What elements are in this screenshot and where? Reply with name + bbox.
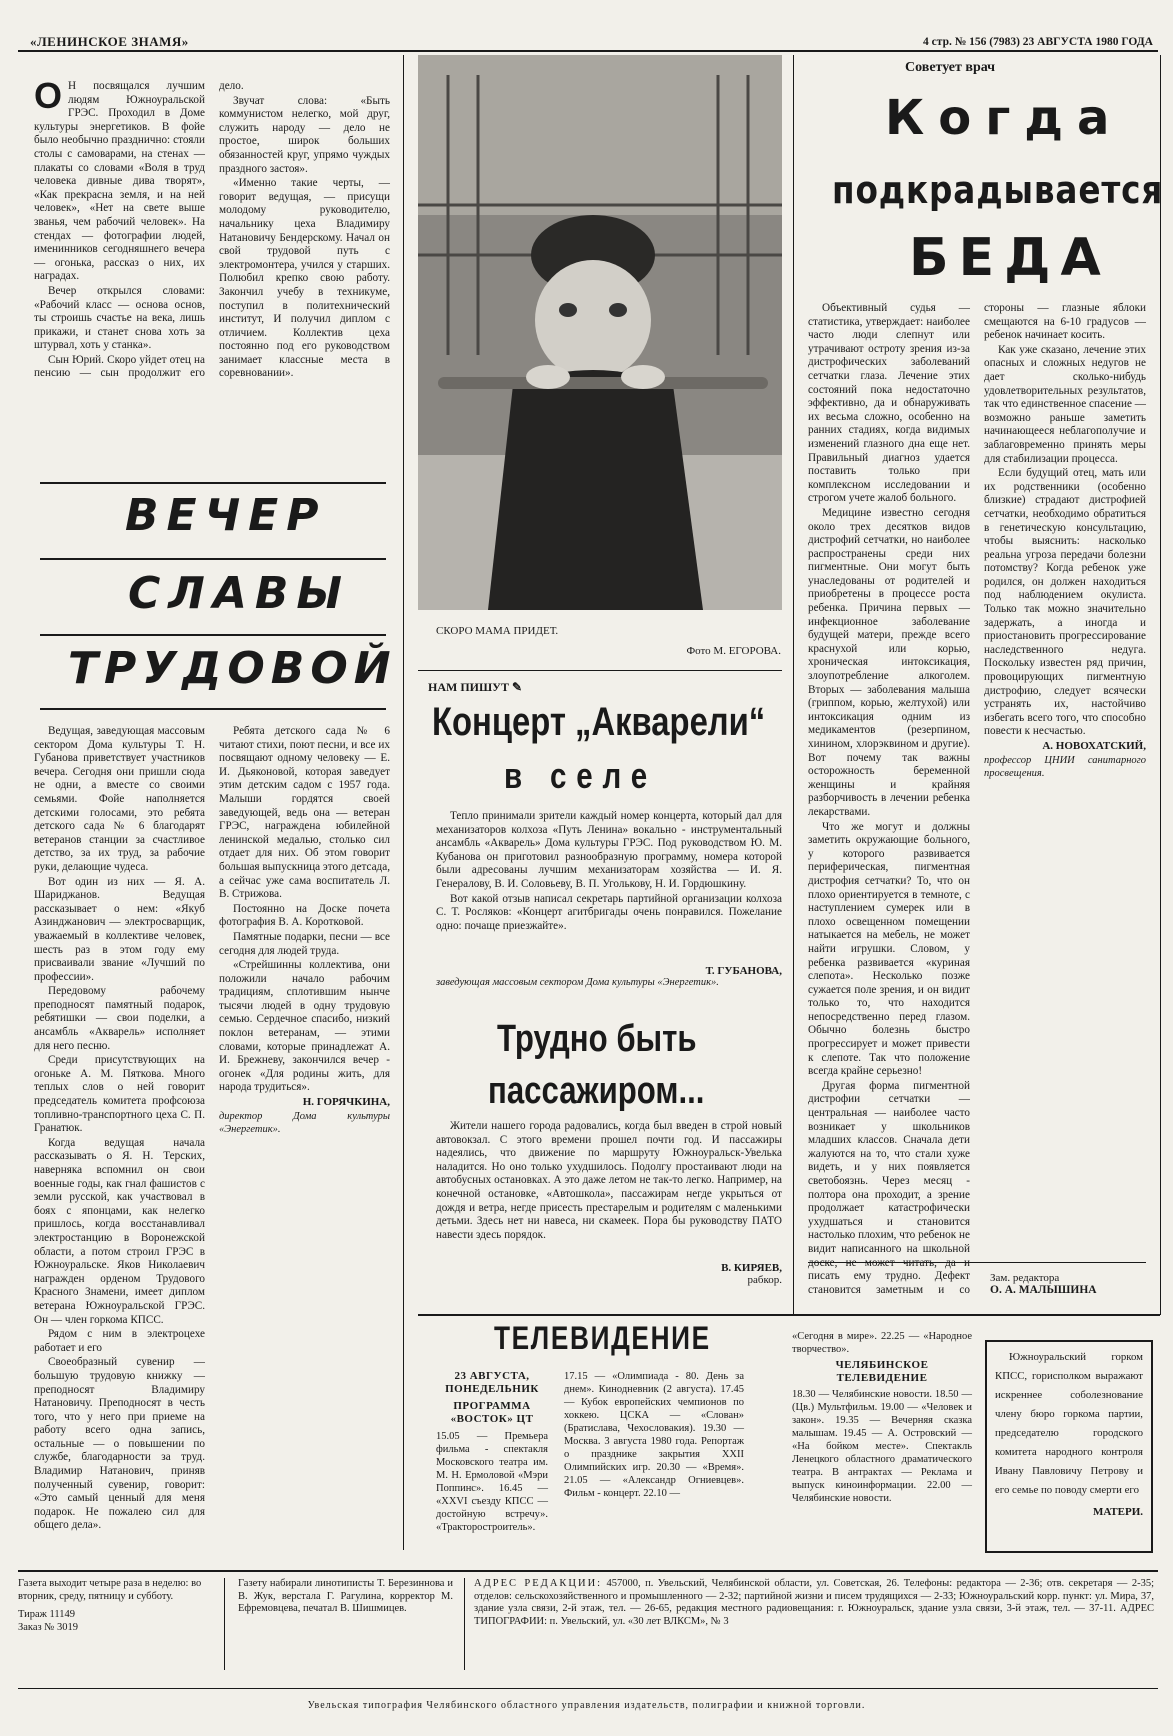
footer-circulation: Тираж 11149 [18, 1609, 76, 1620]
kicker-label: НАМ ПИШУТ [428, 680, 509, 694]
paragraph: Своеобразный сувенир — большую трудовую книжку — преподносят Владимиру Натановичу. Преподносят в честь того, что у него при приеме на работу всего одна запись, остальные — о повышении по службе, благодарности за труд. Владимир Натанович, приняв полученный сувенир, говорит: «Это самый ценный для меня подарок. Не пожалею сил для общего дела». [34, 1356, 205, 1532]
author-role: заведующая массовым сектором Дома культуры «Энергетик». [436, 977, 719, 988]
article-vecher-intro: О Н посвящался лучшим людям Южноуральской ГРЭС. Проходил в Доме культуры энергетиков. В фойе было необычно празднично: стояли столы с самоварами, на стенах — плакаты со словами «Воля в труд человека дивные дива творят», «Как прекрасна земля, и на ней человек», «Нет на свете выше званья, чем рабочий человек». На стендах — фотографии людей, именинников сегодняшнего вечера — огонька, рассказ о них, их наградах. Вечер открылся словами: «Рабочий класс — основа основ, ты строишь счастье на века, лишь прикажи, и станет снова хоть за штурвал, хоть у станка». Сын Юрий. Скоро уйдет отец на пенсию — сын продолжит его дело. Звучат слова: «Быть коммунистом нелегко, мой друг, служить народу — дело не простое, широк больших обязанностей круг, упрямо чуждых праздного застоя». «Именно такие черты, — говорит ведущая, — присущи молодому руководителю, начальнику цеха Владимиру Натановичу Бендерскому. Начал он свой трудовой путь с электромонтера, учился у старших. Полюбил крепко свою работу. Закончил учебу в техникуме, поступил в политехнический институт, И получил диплом с отличием. Коллектив цеха постоянно под его руководством занимает классные места в соревновании». [34, 80, 390, 382]
paragraph: Что же могут и должны заметить окружающие больного, у которого развивается периферическая, пигментная дистрофия сетчатки? То, что он плохо ориентируется в темноте, с наступлением сумерек или в плохо освещенном помещении натыкается на мебель, не может найти игрушки. Словом, у ребенка развивается «куриная слепота». Несколько позже сужается поле зрения, и он видит только то, что находится непосредственно перед глазом. Обычно болезнь быстро прогрессирует и может привести к слепоте. Так что положение всегда крайне серьезно! [808, 820, 970, 1078]
paragraph: «Именно такие черты, — говорит ведущая, — присущи молодому руководителю, начальнику цеха Владимиру Натановичу Бендерскому. Начал он свой трудовой путь с электромонтера, учился у старших. Полюбил крепко свою работу. Закончил учебу в техникуме, поступил в политехнический институт, И получил диплом с отличием. Коллектив цеха постоянно под его руководством занимает классные места в соревновании». [219, 177, 390, 380]
paragraph: Как уже сказано, лечение этих опасных и сложных недугов не дает сколько-нибудь удовлетворительных результатов, так что единственное спасение — возможно раньше заметить начинающееся неблагополучие и заблаговременно принять меры для стабилизации процесса. [984, 343, 1146, 465]
divider [224, 1578, 225, 1670]
headline-line: ВЕЧЕР [125, 490, 327, 541]
tv-title: ТЕЛЕВИДЕНИЕ [494, 1320, 711, 1356]
author-signature: В. КИРЯЕВ, [721, 1262, 782, 1274]
paragraph: Вечер открылся словами: «Рабочий класс — основа основ, ты строишь счастье на века, лишь прикажи, и станет снова хоть за штурвал, хоть у станка». [34, 284, 205, 352]
headline-line: БЕДА [909, 228, 1111, 288]
footer-address [474, 1578, 1154, 1628]
article-passenger-body [436, 1120, 782, 1243]
divider [418, 670, 782, 671]
section-kicker: Советует врач [905, 60, 996, 75]
headline-line: Трудно быть [497, 1018, 697, 1060]
paragraph: Вот один из них — Я. А. Шариджанов. Ведущая рассказывает о нем: «Якуб Азинджанович — электросварщик, уважаемый в коллективе человек, шесть раз в этом году ему присваивали звание «Лучший по профессии». [34, 875, 205, 983]
tv-weekday: ПОНЕДЕЛЬНИК [445, 1383, 539, 1395]
tv-chel-head: ЧЕЛЯБИНСКОЕ ТЕЛЕВИДЕНИЕ [835, 1359, 929, 1384]
footer [18, 1578, 1158, 1678]
pen-icon: ✎ [511, 680, 523, 694]
condolence-signature: МАТЕРИ. [1092, 1506, 1143, 1518]
footer-rule [18, 1570, 1158, 1572]
deputy-label: Зам. редактора [990, 1272, 1060, 1284]
tv-schedule: 17.15 — «Олимпиада - 80. День за днем». Кинодневник (2 августа). 17.45 — Кубок европейских чемпионов по хоккею. ЦСКА — «Слован» (Братислава, Чехословакия). 19.30 — Москва. 3 августа 1980 года. Репортаж о празднике закрытия XXII Олимпийских игр. 20.30 — «Время». 21.05 — «Александр Огниевцев». Фильм - концерт. 22.10 — [564, 1371, 744, 1499]
address-label: АДРЕС РЕДАКЦИИ: [474, 1578, 603, 1589]
issue-info: 4 стр. № 156 (7983) 23 АВГУСТА 1980 ГОДА [923, 36, 1153, 48]
author-block [436, 1262, 782, 1286]
author-role: профессор ЦНИИ санитарного просвещения. [984, 754, 1146, 780]
paragraph: Среди присутствующих на огоньке А. М. Пяткова. Много теплых слов о ней говорит председатель комитета профсоюза топливно-транспортного цеха С. П. Гранатюк. [34, 1054, 205, 1135]
paragraph: Когда ведущая начала рассказывать о Я. Н. Терских, наверняка вспомнил он свои военные годы, как гнал фашистов с земли русской, как участвовал в боях с японцами, как нелегко пришлось, когда восстанавливал электростанцию в Воронежской области, а потом строил ГРЭС в Южноуральске. Яков Николаевич награжден орденом Трудового Красного Знамени, имеет диплом ветерана Южноуральской ГРЭС. Он — член горкома КПСС. [34, 1136, 205, 1326]
paragraph: Другая форма пигментной дистрофии сетчатки — центральная — наиболее часто возникает у школьников младших классов. Сначала дети жалуются на то, что стали хуже видеть, и у них появляется светобоязнь. Через месяц - полтора она проходит, а зрение продолжает катастрофически ухудшаться и становится настолько плохим, что ребенок не видит написанного на школьной доске, не может читать, да и писать ему трудно. Дефект становится заметным и со стороны — глазные яблоки смещаются на 6-10 градусов — ребенок начинает косить. [808, 302, 1146, 1296]
footer-order: Заказ № 3019 [18, 1621, 78, 1633]
tv-schedule: «Сегодня в мире». 22.25 — «Народное творчество». [792, 1331, 972, 1355]
tv-date: 23 АВГУСТА, [454, 1370, 530, 1382]
paragraph: Памятные подарки, песни — все сегодня для людей труда. [219, 930, 390, 957]
photo-child [418, 55, 782, 610]
footer-staff: Газету набирали линотиписты Т. Березиннова и В. Жук, верстала Г. Рагулина, корректор М. Ефремовцева, печатал В. Шишмицев. [238, 1578, 453, 1614]
divider [403, 55, 404, 1550]
condolence-text: Южноуральский горком КПСС, горисполком выражают искреннее соболезнование члену бюро горкома партии, председателю городского комитета народного контроля Ивану Павловичу Петрову и его семье по поводу смерти его [995, 1351, 1143, 1496]
paragraph: Объективный судья — статистика, утверждает: наиболее часто люди слепнут или утрачивают остроту зрения из-за дистрофических заболеваний сетчатки глаза. Лечение этих состояний пока недостаточно эффективно, да и обнаруживать их весьма сложно, особенно на ранних стадиях, когда видимых изменений глазного дна еще нет. Правильный диагноз удается поставить только при комплексном исследовании и строгом учете жалоб больного. [808, 302, 970, 505]
paragraph: Тепло принимали зрители каждый номер концерта, который дал для механизаторов колхоза «Путь Ленина» вокально - инструментальный ансамбль «Акварель» Дома культуры ГРЭС. Под руководством Ю. М. Кубанова он приготовил разнообразную программу, номера которой были адресованы лучшим механизаторам хозяйства — И. Я. Генералову, В. И. Соловьеву, В. П. Уголькову, Н. И. Гордюшкину. [436, 810, 782, 890]
condolence-box [985, 1340, 1153, 1553]
title-rule [40, 482, 386, 484]
author-role: директор Дома культуры «Энергетик». [219, 1110, 390, 1136]
paragraph: Сын Юрий. Скоро уйдет отец на пенсию — сын продолжит его дело. [34, 80, 244, 380]
title-rule [40, 634, 386, 636]
title-rule [40, 558, 386, 560]
headline-line: Концерт „Акварели“ [432, 700, 766, 744]
footer-schedule: Газета выходит четыре раза в неделю: во вторник, среду, пятницу и субботу. Тираж 11149 Заказ № 3019 [18, 1578, 208, 1634]
tv-column [436, 1370, 548, 1534]
divider [418, 1314, 1160, 1316]
paragraph: Рядом с ним в электроцехе работает и его [34, 1328, 205, 1354]
deputy-editor [990, 1272, 1097, 1296]
tv-column [564, 1370, 744, 1500]
paragraph: Жители нашего города радовались, когда был введен в строй новый автовокзал. С этого времени прошел почти год. И пассажиры надеялись, что движение по маршруту Южноуральск-Увелька наладится. Но оно только ухудшилось. Подолгу простаивают люди на автобусных остановках. А это даже летом не так-то легко. Например, на конечной остановке, «Автошкола», пассажирам негде укрыться от дождя и ветра, негде присесть престарелым и родителям с маленькими детьми. Здесь нет ни навеса, ни скамеек. Пора бы руководству ПАТО навести здесь порядок. [436, 1120, 782, 1241]
address-text: 457000, п. Увельский, Челябинской области, ул. Советская, 26. Телефоны: редактора — 2-36; отв. секретаря — 2-35; отделов: сельскохозяйственного и промышленного — 2-32; партийной жизни и писем трудящихся — 2-33; Южноуральский корр. пункт: ул. Мира, 37, здание узла связи, 2-й этаж, тел. — 26-65, редакция местного радиовещания: г. Южноуральск, здание узла связи, 3-й этаж, тел. — 37-11. АДРЕС ТИПОГРАФИИ: п. Увельский, ул. «30 лет ВЛКСМ», № 3 [474, 1578, 1155, 1627]
headline-line: в селе [504, 755, 658, 796]
paragraph: Если будущий отец, мать или их родственники (особенно близкие) страдают дистрофией сетчатки, необходимо обратиться в генетическую консультацию, чтобы выяснить: насколько реальна угроза передачи болезни потомству? Когда ребенок уже родился, он должен находиться под наблюдением окулиста. Только так можно значительно задержать, а иногда и приостановить прогрессирование наследственного недуга. Поскольку известен ряд причин, провоцирующих пигментную дистрофию, следует всячески устранять их, настойчиво избегать всего того, что способно повести к несчастью. [984, 467, 1146, 738]
title-rule [40, 708, 386, 710]
tv-schedule: 15.05 — Премьера фильма - спектакля Московского театра им. М. Н. Ермоловой «Мэри Поппинс». 16.45 — «XXVI съезду КПСС — достойную встречу». «Тракторостроитель». [436, 1431, 548, 1533]
headline-line: пассажиром... [488, 1070, 705, 1112]
author-role: рабкор. [747, 1274, 782, 1286]
article-vecher-body [34, 725, 390, 1535]
printer-line: Увельская типография Челябинского областного управления издательств, полиграфии и книжной торговли. [307, 1700, 866, 1711]
footer-rule [18, 1688, 1158, 1689]
deputy-name: О. А. МАЛЫШИНА [990, 1284, 1097, 1296]
paragraph: Ребята детского сада № 6 читают стихи, поют песни, и все их посвящают одному человеку — Е. И. Дьяконовой, которая заведует этим детским садом с 1957 года. Малыши гордятся своей заведующей, ведь она — ветеран ГРЭС, награждена юбилейной ленинской медалью, столько сил отдает для них. Об этом говорит большая выпускница этого детсада, а сейчас уже сама воспитатель Л. В. Стрижова. [219, 725, 390, 901]
section-kicker [428, 680, 522, 695]
author-block [436, 965, 782, 988]
paragraph: Передовому рабочему преподносят памятный подарок, ребятишки — свои поделки, а ансамбль «Акварель» исполняет для него песню. [34, 985, 205, 1052]
tv-column [792, 1330, 972, 1505]
headline-line: СЛАВЫ [128, 568, 351, 619]
article-doctor-body [808, 302, 1146, 1302]
dropcap: О [34, 75, 63, 116]
masthead-rule [18, 50, 1158, 52]
paragraph: Медицине известно сегодня около трех десятков видов дистрофий сетчатки, но наиболее распространены среди них пигментные. Они могут быть унаследованы от родителей и приобретены в процессе роста ребенка. Причина первых — инфекционное заболевание будущей матери, прежде всего краснухой или корью, хроническая интоксикация, злоупотребление алкоголем. Вторых — заболевания малыша (гриппом, корью, желтухой) или интоксикация одним из медикаментов (резерпином, хинином, хлорэквином и другие). Вот почему так важны осторожность беременной женщины и крайняя разборчивость в лечении ребенка лекарствами. [808, 506, 970, 818]
paragraph: Звучат слова: «Быть коммунистом нелегко, мой друг, служить народу — дело не простое, широк больших обязанностей круг, упрямо чуждых праздного застоя». [219, 94, 390, 175]
divider [1160, 55, 1161, 1315]
headline-line: ТРУДОВОЙ [68, 643, 397, 694]
newspaper-title: «ЛЕНИНСКОЕ ЗНАМЯ» [30, 34, 189, 49]
divider [793, 55, 794, 1315]
headline-line: Когда [885, 90, 1124, 146]
author-signature: Т. ГУБАНОВА, [705, 965, 782, 977]
paragraph: «Стрейшинны коллектива, они положили начало рабочим традициям, сплотившим нынче тысячи людей в одну трудовую семью. Сердечное спасибо, низкий поклон ветеранам, — этими словами, которые принадлежат А. И. Брежневу, закончился вечер - огонек «Для родины жить, для народа трудиться». [219, 959, 390, 1094]
paragraph: Постоянно на Доске почета фотография В. А. Коротковой. [219, 902, 390, 929]
paragraph: Ведущая, заведующая массовым сектором Дома культуры Т. Н. Губанова приветствует участников вечера. Сегодня они пришли сюда не одни, а вместе со своими семьями. Фойе наполняется детскими голосами, это ребята детского сада № 6 благодарят ветеранов станции за счастливое детство, за их труд, за рабочие руки, делающие чудеса. [34, 725, 205, 873]
tv-program: ПРОГРАММА «ВОСТОК» ЦТ [450, 1400, 534, 1425]
author-signature: А. НОВОХАТСКИЙ, [1042, 740, 1146, 752]
photo-image [418, 55, 782, 610]
headline-line: подкрадывается [832, 168, 1164, 212]
author-signature: Н. ГОРЯЧКИНА, [302, 1096, 390, 1109]
photo-caption: СКОРО МАМА ПРИДЕТ. [436, 625, 559, 637]
paragraph: Вот какой отзыв написал секретарь партийной организации колхоза С. Т. Росляков: «Концерт агитбригады очень понравился. Пожелание одно: почаще приезжайте». [436, 892, 782, 932]
article-concert-body [436, 810, 782, 934]
divider [464, 1578, 465, 1670]
photo-credit: Фото М. ЕГОРОВА. [686, 645, 781, 657]
tv-schedule: 18.30 — Челябинские новости. 18.50 — (Цв.) Мультфильм. 19.00 — «Человек и закон». 19.35 — Вечерняя сказка малышам. 19.45 — А. Островский — «На бойком месте». Спектакль Ленецкого областного драматического театра. В антрактах — Реклама и выпуск киноинформации. 22.00 — Челябинские новости. [792, 1389, 972, 1504]
tv-listing [436, 1331, 976, 1545]
